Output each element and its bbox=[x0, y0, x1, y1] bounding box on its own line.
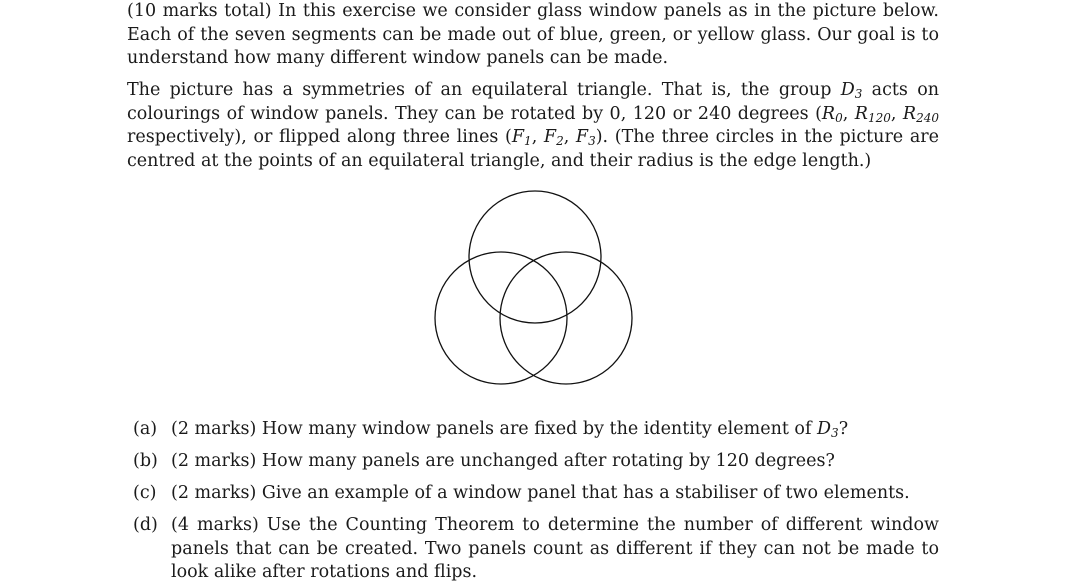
flip-f1: $F_1$ bbox=[511, 127, 532, 148]
question-b bbox=[133, 450, 939, 474]
question-a bbox=[133, 418, 939, 442]
question-b-label: (b) bbox=[133, 451, 158, 471]
question-a-text: (2 marks) How many window panels are fixed by the identity element of $D_3$? bbox=[171, 419, 849, 440]
rotation-r120: $R_{120}$ bbox=[854, 103, 891, 125]
flip-f2: $F_2$ bbox=[543, 127, 564, 148]
group-d3: $D_3$ bbox=[840, 80, 863, 101]
rotation-r0: $R_0$ bbox=[821, 103, 843, 125]
question-b-text: (2 marks) How many panels are unchanged after rotating by 120 degrees? bbox=[171, 451, 835, 471]
symmetry-text-4: ). (The three circles in the picture are centred at the points of an equilateral triangle, and their radius is the edge length.) bbox=[127, 127, 939, 171]
left-circle bbox=[435, 252, 567, 384]
symmetry-text-1: The picture has a symmetries of an equilateral triangle. That is, the group bbox=[127, 80, 841, 100]
symmetry-text-2: acts on colourings of window panels. They can be rotated by 0, 120 or 240 degrees ( bbox=[127, 80, 940, 124]
flip-f3: $F_3$ bbox=[575, 127, 596, 148]
question-c-text: (2 marks) Give an example of a window panel that has a stabiliser of two elements. bbox=[171, 483, 910, 503]
intro-paragraph: (10 marks total) In this exercise we consider glass window panels as in the picture below. Each of the seven segments can be made out of blue, green, or yellow glass. Our goal is to understand how many different window panels can be made. bbox=[127, 1, 939, 68]
question-d bbox=[133, 514, 939, 585]
top-circle bbox=[469, 191, 601, 323]
symmetry-paragraph: The picture has a symmetries of an equilateral triangle. That is, the group $D_3$ acts on colourings of window panels. They can be rotated by 0, 120 or 240 degrees ($R_0$, $R_{120}$, $R_{240}$ respectively), or flipped along three lines ($F_1$, $F_2$, $F_3$). (The three circles in the picture are centred at the points of an equilateral triangle, and their radius is the edge length.) bbox=[127, 80, 940, 171]
symmetry-text-3: respectively), or flipped along three lines ( bbox=[127, 127, 512, 147]
question-d-text: (4 marks) Use the Counting Theorem to determine the number of different window panels that can be created. Two panels count as different if they can not be made to look alike after rotations and flips. bbox=[171, 515, 939, 582]
right-circle bbox=[500, 252, 632, 384]
question-a-label: (a) bbox=[133, 419, 158, 439]
question-c bbox=[133, 482, 939, 506]
three-circles-figure bbox=[430, 188, 670, 393]
rotation-r240: $R_{240}$ bbox=[902, 103, 939, 125]
question-c-label: (c) bbox=[133, 483, 157, 503]
question-d-label: (d) bbox=[133, 515, 158, 535]
